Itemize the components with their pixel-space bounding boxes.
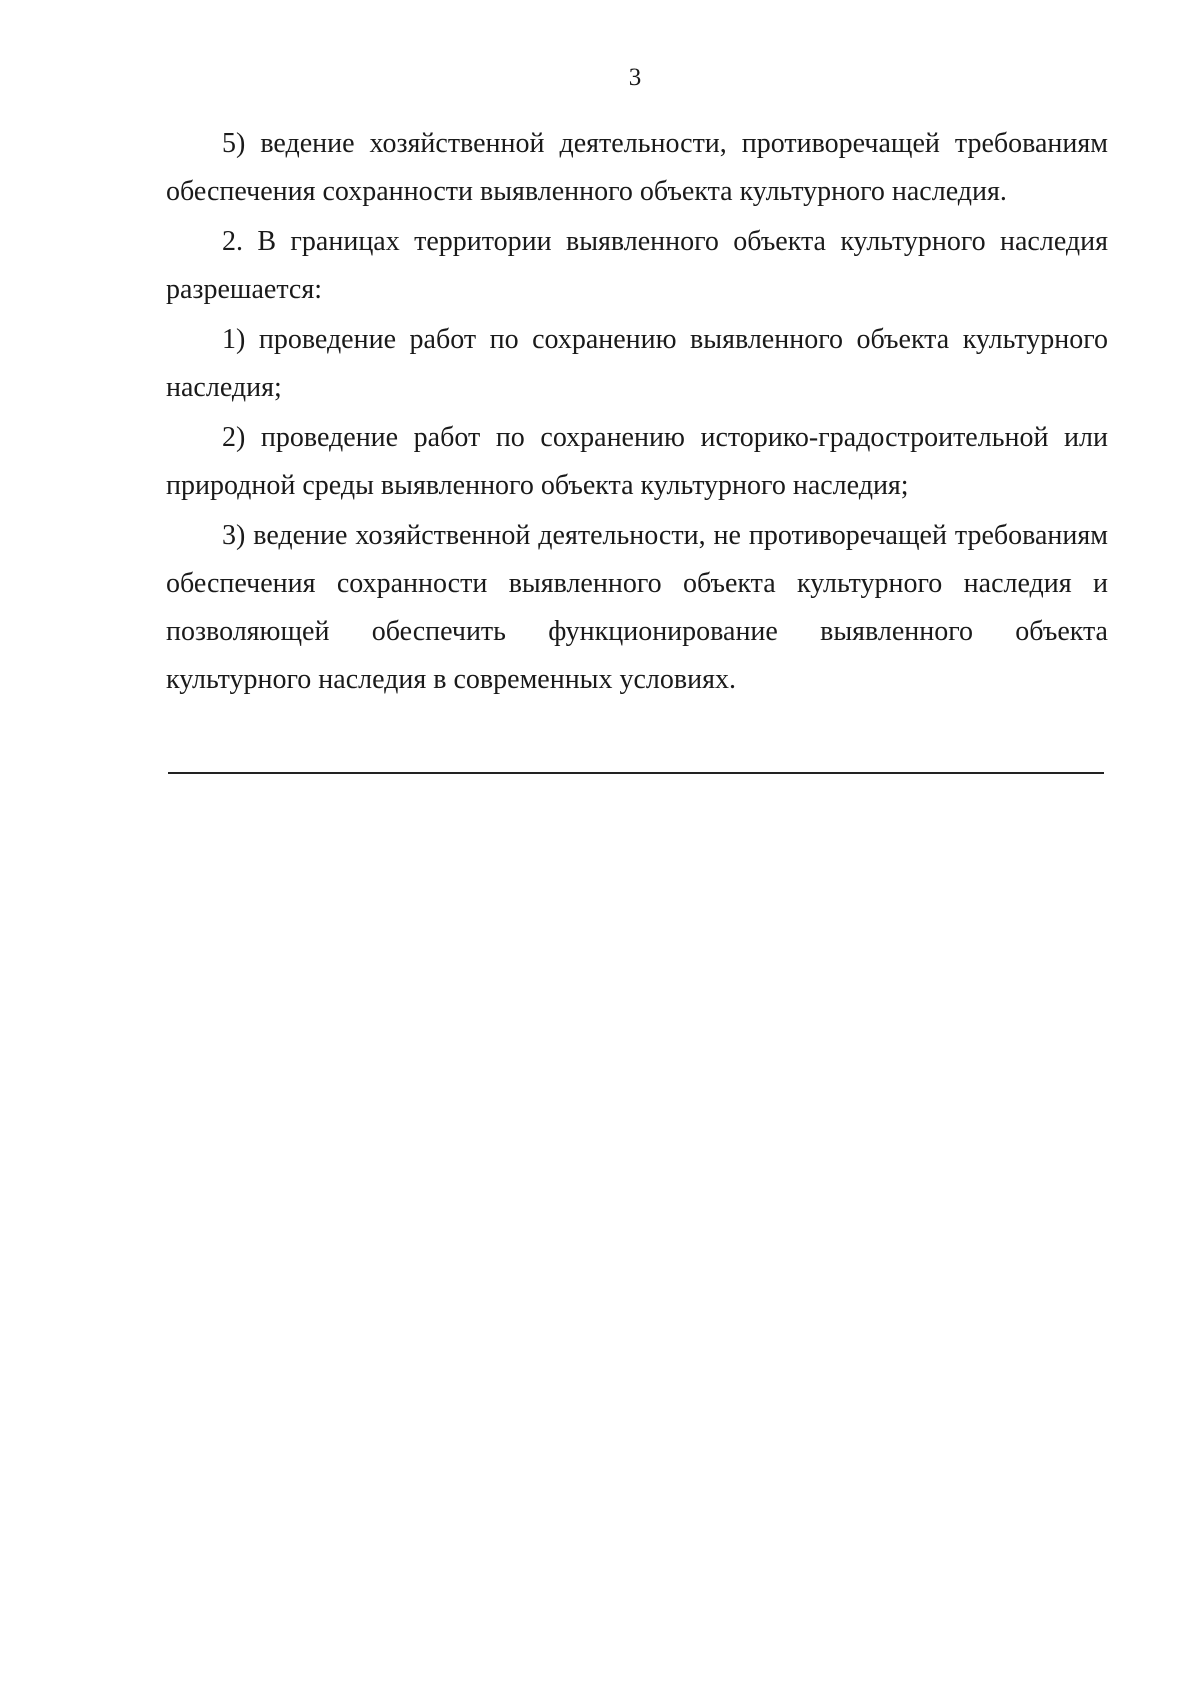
end-divider-line <box>168 772 1104 774</box>
page-number: 3 <box>628 64 642 91</box>
document-body <box>166 120 1108 706</box>
paragraph-item-5-prohibited: 5) ведение хозяйственной деятельности, противоречащей требованиям обеспечения сохранности выявленного объекта культурного наследия. <box>166 128 1108 207</box>
paragraph-section-2: 2. В границах территории выявленного объекта культурного наследия разрешается: <box>166 226 1108 305</box>
paragraph-item-3-allowed: 3) ведение хозяйственной деятельности, не противоречащей требованиям обеспечения сохранности выявленного объекта культурного наследия и позволяющей обеспечить функционирование выявленного объекта культурного наследия в современных условиях. <box>166 520 1108 695</box>
paragraph-item-2-allowed: 2) проведение работ по сохранению историко-градостроительной или природной среды выявленного объекта культурного наследия; <box>166 422 1108 501</box>
paragraph-item-1-allowed: 1) проведение работ по сохранению выявленного объекта культурного наследия; <box>166 324 1108 403</box>
